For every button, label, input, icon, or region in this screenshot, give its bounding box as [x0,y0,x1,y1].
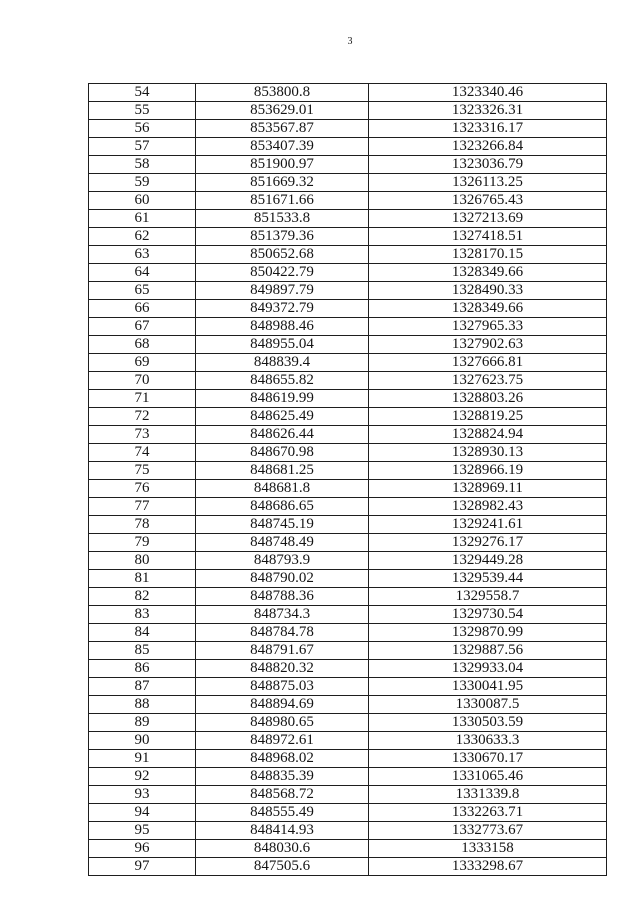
value-cell-2: 1328969.11 [369,480,607,498]
value-cell-1: 848619.99 [196,390,369,408]
value-cell-1: 851533.8 [196,210,369,228]
number-cell: 86 [89,660,196,678]
table-row [89,750,607,768]
number-cell: 60 [89,192,196,210]
value-cell-2: 1333298.67 [369,858,607,876]
number-cell: 91 [89,750,196,768]
number-cell: 89 [89,714,196,732]
value-cell-1: 848670.98 [196,444,369,462]
number-cell: 77 [89,498,196,516]
number-cell: 87 [89,678,196,696]
number-cell: 71 [89,390,196,408]
value-cell-2: 1330087.5 [369,696,607,714]
value-cell-1: 851669.32 [196,174,369,192]
table-row [89,678,607,696]
table-row [89,174,607,192]
number-cell: 66 [89,300,196,318]
value-cell-1: 848955.04 [196,336,369,354]
table-row [89,516,607,534]
value-cell-2: 1329887.56 [369,642,607,660]
value-cell-1: 851671.66 [196,192,369,210]
value-cell-1: 848980.65 [196,714,369,732]
number-cell: 67 [89,318,196,336]
number-cell: 83 [89,606,196,624]
value-cell-2: 1328982.43 [369,498,607,516]
value-cell-1: 848681.25 [196,462,369,480]
value-cell-1: 847505.6 [196,858,369,876]
number-cell: 76 [89,480,196,498]
value-cell-2: 1323340.46 [369,84,607,102]
value-cell-1: 848555.49 [196,804,369,822]
value-cell-2: 1329241.61 [369,516,607,534]
table-row [89,840,607,858]
value-cell-2: 1330041.95 [369,678,607,696]
number-cell: 72 [89,408,196,426]
page-number: 3 [347,36,353,47]
table-row [89,372,607,390]
table-row [89,84,607,102]
number-cell: 57 [89,138,196,156]
table-row [89,318,607,336]
value-cell-1: 848748.49 [196,534,369,552]
number-cell: 68 [89,336,196,354]
value-cell-1: 848568.72 [196,786,369,804]
value-cell-1: 848791.67 [196,642,369,660]
table-row [89,138,607,156]
table-row [89,768,607,786]
value-cell-2: 1328930.13 [369,444,607,462]
value-cell-1: 848686.65 [196,498,369,516]
value-cell-2: 1329449.28 [369,552,607,570]
table-row [89,498,607,516]
value-cell-2: 1327902.63 [369,336,607,354]
number-cell: 92 [89,768,196,786]
number-cell: 55 [89,102,196,120]
table-row [89,570,607,588]
value-cell-2: 1329539.44 [369,570,607,588]
value-cell-2: 1332263.71 [369,804,607,822]
table-row [89,642,607,660]
value-cell-1: 848030.6 [196,840,369,858]
value-cell-1: 850652.68 [196,246,369,264]
value-cell-2: 1329933.04 [369,660,607,678]
number-cell: 62 [89,228,196,246]
table-row [89,804,607,822]
value-cell-1: 848734.3 [196,606,369,624]
table-row [89,228,607,246]
value-cell-2: 1330503.59 [369,714,607,732]
table-row [89,660,607,678]
value-cell-1: 848414.93 [196,822,369,840]
number-cell: 80 [89,552,196,570]
value-cell-2: 1330633.3 [369,732,607,750]
value-cell-1: 848793.9 [196,552,369,570]
table-row [89,822,607,840]
number-cell: 97 [89,858,196,876]
value-cell-1: 848875.03 [196,678,369,696]
value-cell-1: 848681.8 [196,480,369,498]
number-cell: 73 [89,426,196,444]
table-row [89,156,607,174]
table-row [89,786,607,804]
data-table [88,83,607,876]
value-cell-1: 848625.49 [196,408,369,426]
number-cell: 63 [89,246,196,264]
number-cell: 56 [89,120,196,138]
value-cell-2: 1323316.17 [369,120,607,138]
table-row [89,480,607,498]
number-cell: 85 [89,642,196,660]
value-cell-1: 848790.02 [196,570,369,588]
table-row [89,282,607,300]
value-cell-1: 851900.97 [196,156,369,174]
table-row [89,606,607,624]
value-cell-2: 1328349.66 [369,264,607,282]
number-cell: 79 [89,534,196,552]
value-cell-2: 1328349.66 [369,300,607,318]
table-row [89,714,607,732]
table-row [89,444,607,462]
number-cell: 74 [89,444,196,462]
table-row [89,246,607,264]
value-cell-2: 1331065.46 [369,768,607,786]
table-row [89,102,607,120]
value-cell-1: 848988.46 [196,318,369,336]
value-cell-2: 1328803.26 [369,390,607,408]
number-cell: 65 [89,282,196,300]
value-cell-2: 1331339.8 [369,786,607,804]
value-cell-2: 1333158 [369,840,607,858]
table-row [89,408,607,426]
number-cell: 61 [89,210,196,228]
value-cell-1: 848788.36 [196,588,369,606]
value-cell-1: 848626.44 [196,426,369,444]
value-cell-1: 848745.19 [196,516,369,534]
value-cell-2: 1329870.99 [369,624,607,642]
table-row [89,210,607,228]
value-cell-2: 1327666.81 [369,354,607,372]
table-row [89,336,607,354]
value-cell-2: 1332773.67 [369,822,607,840]
value-cell-1: 848972.61 [196,732,369,750]
value-cell-2: 1328966.19 [369,462,607,480]
number-cell: 70 [89,372,196,390]
number-cell: 75 [89,462,196,480]
value-cell-1: 850422.79 [196,264,369,282]
number-cell: 59 [89,174,196,192]
table-row [89,426,607,444]
number-cell: 96 [89,840,196,858]
table-row [89,534,607,552]
value-cell-1: 848968.02 [196,750,369,768]
number-cell: 84 [89,624,196,642]
table-row [89,696,607,714]
value-cell-2: 1326765.43 [369,192,607,210]
table-row [89,588,607,606]
number-cell: 93 [89,786,196,804]
value-cell-2: 1327213.69 [369,210,607,228]
table-row [89,120,607,138]
value-cell-2: 1329558.7 [369,588,607,606]
table-row [89,552,607,570]
value-cell-2: 1328819.25 [369,408,607,426]
value-cell-2: 1326113.25 [369,174,607,192]
table-row [89,300,607,318]
table-body [89,84,607,876]
value-cell-2: 1330670.17 [369,750,607,768]
value-cell-2: 1328170.15 [369,246,607,264]
value-cell-1: 848894.69 [196,696,369,714]
number-cell: 78 [89,516,196,534]
value-cell-1: 849372.79 [196,300,369,318]
value-cell-2: 1328824.94 [369,426,607,444]
value-cell-1: 853629.01 [196,102,369,120]
value-cell-1: 848655.82 [196,372,369,390]
table-row [89,624,607,642]
table-row [89,264,607,282]
table-row [89,462,607,480]
value-cell-1: 851379.36 [196,228,369,246]
number-cell: 90 [89,732,196,750]
value-cell-2: 1327418.51 [369,228,607,246]
value-cell-2: 1323266.84 [369,138,607,156]
table-row [89,192,607,210]
value-cell-2: 1323326.31 [369,102,607,120]
value-cell-2: 1329276.17 [369,534,607,552]
value-cell-2: 1328490.33 [369,282,607,300]
value-cell-1: 848820.32 [196,660,369,678]
value-cell-1: 848839.4 [196,354,369,372]
value-cell-1: 848835.39 [196,768,369,786]
value-cell-2: 1327623.75 [369,372,607,390]
number-cell: 64 [89,264,196,282]
number-cell: 54 [89,84,196,102]
table-row [89,390,607,408]
value-cell-1: 849897.79 [196,282,369,300]
number-cell: 95 [89,822,196,840]
number-cell: 81 [89,570,196,588]
value-cell-1: 848784.78 [196,624,369,642]
table-row [89,354,607,372]
number-cell: 88 [89,696,196,714]
value-cell-1: 853800.8 [196,84,369,102]
value-cell-2: 1327965.33 [369,318,607,336]
value-cell-2: 1329730.54 [369,606,607,624]
value-cell-2: 1323036.79 [369,156,607,174]
number-cell: 94 [89,804,196,822]
number-cell: 69 [89,354,196,372]
table-row [89,858,607,876]
value-cell-1: 853407.39 [196,138,369,156]
value-cell-1: 853567.87 [196,120,369,138]
number-cell: 82 [89,588,196,606]
table-row [89,732,607,750]
number-cell: 58 [89,156,196,174]
